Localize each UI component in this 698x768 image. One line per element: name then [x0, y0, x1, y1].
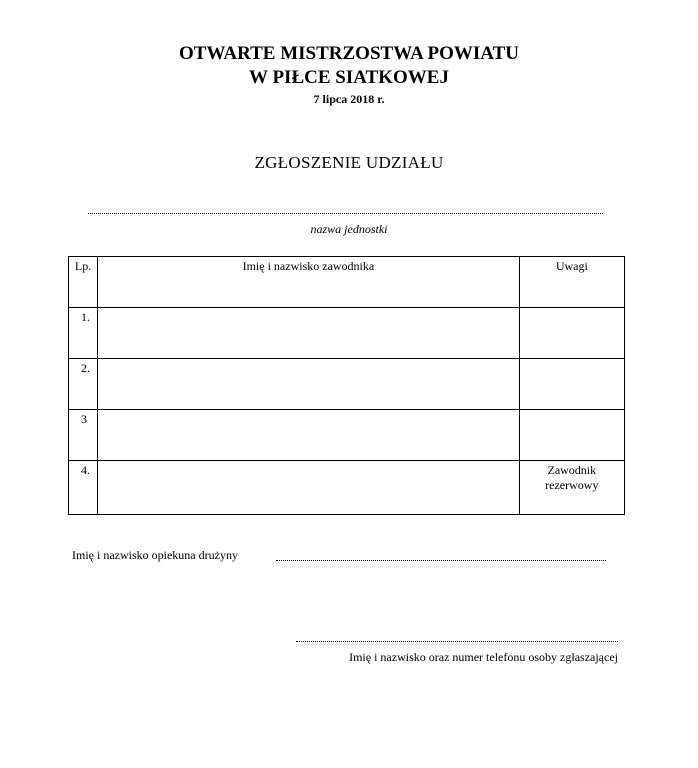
table-row	[69, 461, 625, 515]
submitter-label: Imię i nazwisko oraz numer telefonu osoby zgłaszającej	[349, 650, 618, 664]
unit-name-field[interactable]	[88, 213, 603, 214]
form-subtitle: ZGŁOSZENIE UDZIAŁU	[254, 153, 444, 172]
header-notes: Uwagi	[519, 257, 624, 308]
table-row	[69, 410, 625, 461]
table-row	[69, 308, 625, 359]
player-name-cell[interactable]	[98, 461, 519, 515]
row-number: 4.	[69, 461, 98, 515]
player-name-cell[interactable]	[98, 410, 519, 461]
players-table	[68, 256, 625, 515]
player-name-cell[interactable]	[98, 308, 519, 359]
document-title-line1: OTWARTE MISTRZOSTWA POWIATU	[179, 43, 519, 64]
notes-cell[interactable]	[519, 410, 624, 461]
coach-name-label: Imię i nazwisko opiekuna drużyny	[72, 548, 238, 562]
table-header-row	[69, 257, 625, 308]
header-lp: Lp.	[69, 257, 98, 308]
header-player-name: Imię i nazwisko zawodnika	[98, 257, 519, 308]
row-number: 1.	[69, 308, 98, 359]
row-number: 2.	[69, 359, 98, 410]
row-number: 3	[69, 410, 98, 461]
table-row	[69, 359, 625, 410]
notes-cell[interactable]	[519, 359, 624, 410]
document-title-line2: W PIŁCE SIATKOWEJ	[249, 67, 449, 88]
event-date: 7 lipca 2018 r.	[313, 92, 385, 106]
notes-cell[interactable]	[519, 308, 624, 359]
submitter-field[interactable]	[296, 641, 618, 642]
notes-cell[interactable]: Zawodnik rezerwowy	[519, 461, 624, 515]
unit-name-label: nazwa jednostki	[310, 222, 388, 236]
player-name-cell[interactable]	[98, 359, 519, 410]
coach-name-field[interactable]	[276, 560, 606, 561]
